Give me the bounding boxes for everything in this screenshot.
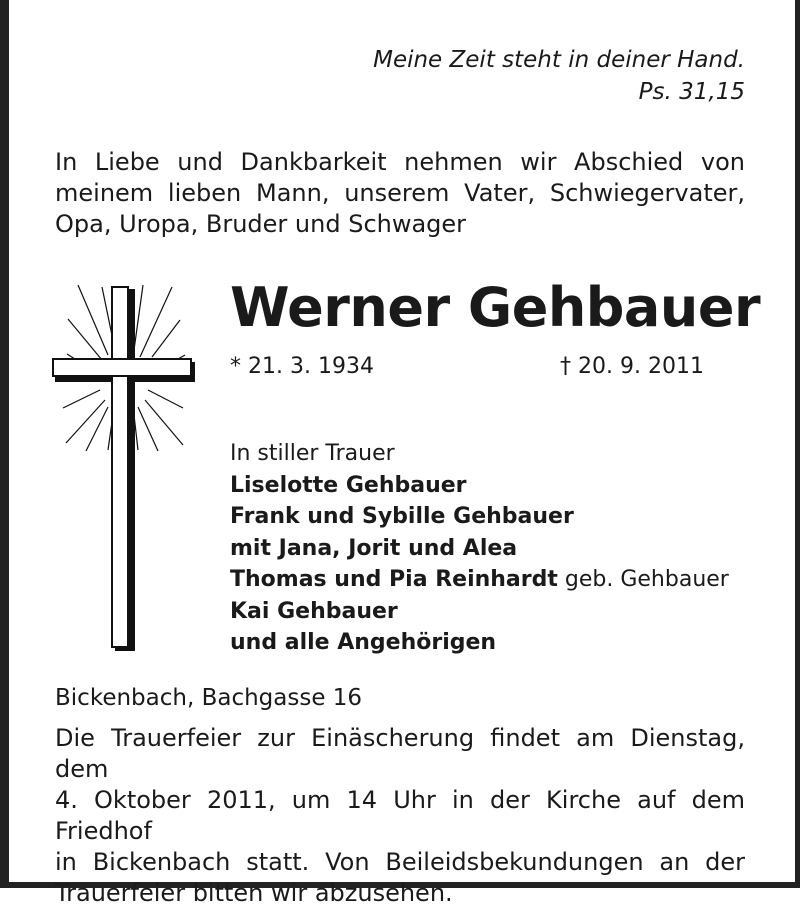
deceased-name: Werner Gehbauer — [230, 276, 761, 339]
mourner: Liselotte Gehbauer — [230, 472, 467, 498]
maiden-name-note: geb. Gehbauer — [557, 567, 729, 592]
mourners-heading: In stiller Trauer — [230, 441, 395, 466]
ceremony-line: Die Trauerfeier zur Einäscherung findet am Dienstag, dem — [55, 724, 745, 783]
mourner: und alle Angehörigen — [230, 630, 497, 655]
quote-text: Meine Zeit steht in deiner Hand. — [373, 47, 745, 73]
intro-line: In Liebe und Dankbarkeit nehmen wir Abschied von — [55, 148, 745, 176]
bible-quote — [373, 44, 745, 108]
intro-line: meinem lieben Mann, unserem Vater, Schwiegervater, — [55, 179, 745, 207]
intro-paragraph — [55, 147, 745, 240]
intro-line: Opa, Uropa, Bruder und Schwager — [55, 210, 467, 238]
death-date: † 20. 9. 2011 — [560, 354, 704, 379]
ceremony-paragraph — [55, 723, 745, 909]
mourner: Kai Gehbauer — [230, 598, 398, 624]
mourner: Thomas und Pia Reinhardt — [230, 567, 558, 592]
address: Bickenbach, Bachgasse 16 — [55, 685, 363, 711]
ceremony-line: 4. Oktober 2011, um 14 Uhr in der Kirche auf dem Friedhof — [55, 786, 745, 845]
cross-icon — [40, 275, 210, 660]
mourner: mit Jana, Jorit und Alea — [230, 535, 518, 561]
ceremony-line: in Bickenbach statt. Von Beileidsbekundungen an der — [55, 848, 745, 876]
birth-date: * 21. 3. 1934 — [230, 354, 374, 379]
mourners-list — [230, 438, 729, 659]
quote-reference: Ps. 31,15 — [638, 79, 745, 105]
mourner: Frank und Sybille Gehbauer — [230, 504, 574, 529]
ceremony-line: Trauerfeier bitten wir abzusehen. — [55, 879, 453, 907]
